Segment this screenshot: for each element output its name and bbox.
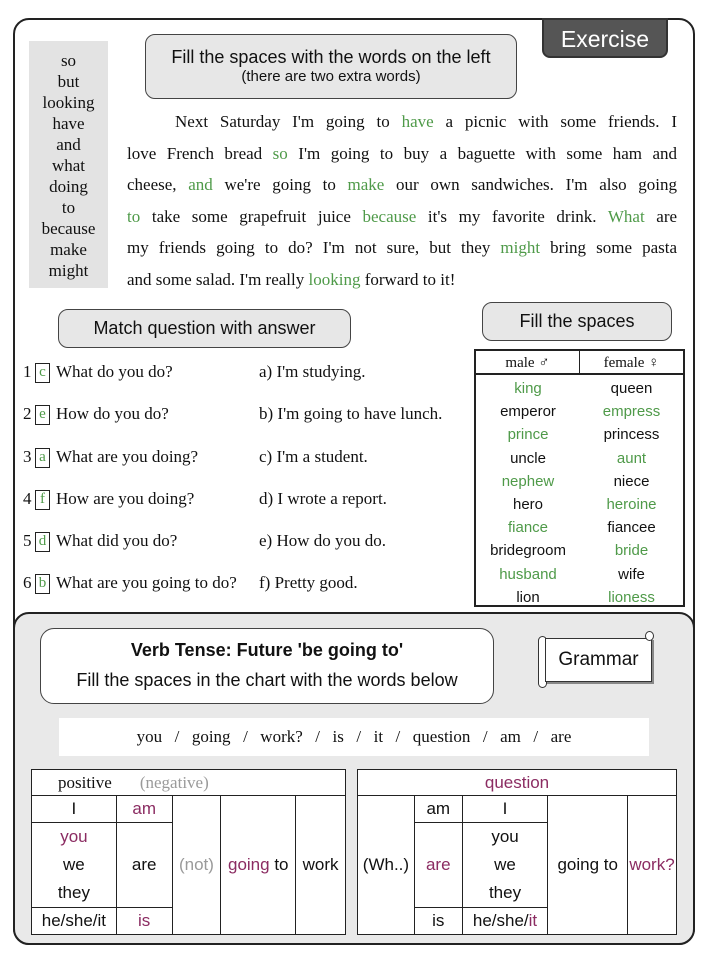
paragraph-line: my friends going to do? I'm not sure, but they might bring some pasta: [127, 238, 678, 257]
gender-row: [476, 539, 683, 562]
word-separator: /: [230, 727, 261, 746]
question-text: What do you do?: [56, 362, 173, 381]
question-text: What are you doing?: [56, 447, 199, 466]
word-bank-item: might: [48, 261, 89, 280]
paragraph-line: to take some grapefruit juice because it's my favorite drink. What are: [127, 206, 678, 226]
gender-row: [476, 516, 683, 539]
pronoun-we: we: [63, 855, 85, 874]
word-separator: /: [383, 727, 413, 746]
q-going-to: going to: [548, 796, 628, 935]
female-word: niece: [613, 472, 650, 490]
q-work: work?: [628, 796, 677, 935]
positive-negative-table: [31, 769, 346, 935]
gender-table-header: [476, 351, 683, 375]
negative-label: (negative): [139, 772, 209, 792]
exercise-badge: Exercise: [542, 18, 668, 58]
paragraph-line: love French bread so I'm going to buy a baguette with some ham and: [127, 143, 678, 163]
pronoun-you: you: [60, 827, 88, 846]
grammar-word: am: [500, 727, 521, 746]
word-bank-item: doing: [49, 177, 88, 196]
male-word: lion: [516, 588, 540, 606]
male-word: hero: [512, 496, 544, 513]
word-separator: /: [162, 727, 192, 746]
word-separator: /: [302, 727, 333, 746]
wh-cell: (Wh..): [358, 796, 415, 935]
grammar-word: you: [136, 727, 163, 746]
q-verb-are: are: [414, 823, 462, 908]
q-pronoun-you: you: [491, 827, 519, 846]
verb-are: are: [116, 823, 172, 908]
question-text: What did you do?: [56, 531, 178, 550]
q-pronoun-i: I: [462, 796, 548, 823]
word-bank-item: but: [57, 72, 80, 91]
answer-box[interactable]: d: [35, 532, 50, 552]
scroll-curl-icon: [645, 631, 654, 641]
grammar-word: is: [332, 727, 344, 746]
male-word: king: [514, 380, 542, 397]
instruction-line-1: Fill the spaces with the words on the left: [171, 47, 491, 67]
word-bank-item: make: [50, 240, 87, 259]
gender-row: [476, 377, 683, 400]
answer-option: b) I'm going to have lunch.: [259, 404, 443, 423]
verb-is: is: [116, 908, 172, 935]
grammar-word-bank: [59, 718, 649, 756]
answer-option: a) I'm studying.: [259, 362, 366, 381]
word-bank-item: and: [56, 135, 81, 154]
verb-tense-box: [40, 628, 494, 704]
to-word: to: [269, 855, 289, 874]
gender-row: [476, 423, 683, 446]
word-bank-item: so: [60, 51, 77, 70]
filled-word: and: [188, 175, 213, 194]
q-verb-am: am: [414, 796, 462, 823]
word-bank-item: have: [52, 114, 85, 133]
male-word: prince: [507, 426, 549, 444]
gender-row: [476, 447, 683, 470]
q-verb-is: is: [414, 908, 462, 935]
male-word: nephew: [501, 472, 555, 490]
going-to-cell: [221, 796, 296, 935]
gender-row: [476, 400, 683, 423]
verb-tense-subtitle: Fill the spaces in the chart with the words below: [76, 670, 458, 690]
instruction-line-2: (there are two extra words): [241, 68, 421, 85]
female-word: wife: [618, 565, 645, 583]
pronoun-i: I: [32, 796, 117, 823]
filled-word: looking: [308, 269, 361, 289]
grammar-word: question: [412, 727, 471, 746]
question-table: [357, 769, 677, 935]
word-separator: /: [520, 727, 551, 746]
grammar-word: going: [191, 727, 231, 746]
question-number: 4: [23, 489, 32, 508]
answer-option: e) How do you do.: [259, 531, 387, 550]
male-word: emperor: [500, 403, 556, 421]
gender-row: [476, 563, 683, 586]
filled-word: so: [272, 143, 288, 163]
instruction-box: [145, 34, 517, 99]
question-number: 5: [23, 531, 32, 550]
male-header: male ♂: [476, 351, 580, 373]
work-cell: work: [296, 796, 346, 935]
male-word: uncle: [510, 449, 546, 467]
filled-word: because: [362, 206, 417, 226]
word-bank-item: because: [41, 219, 96, 238]
answer-option: c) I'm a student.: [259, 447, 368, 466]
word-bank: [29, 41, 108, 288]
filled-word: What: [607, 206, 645, 226]
female-word: aunt: [616, 449, 647, 467]
word-bank-item: to: [61, 198, 76, 217]
question-text: How do you do?: [56, 404, 169, 423]
pronoun-he-she-it: he/she/it: [32, 908, 117, 935]
grammar-word: it: [373, 727, 384, 746]
question-number: 1: [23, 362, 32, 381]
male-word: fiance: [507, 519, 549, 537]
fill-title: Fill the spaces: [482, 302, 672, 341]
female-word: heroine: [606, 496, 657, 513]
positive-label: positive: [58, 772, 112, 792]
female-word: bride: [614, 542, 649, 560]
answer-box[interactable]: e: [35, 405, 50, 425]
grammar-word: are: [550, 727, 572, 746]
answer-option: f) Pretty good.: [259, 573, 358, 592]
answer-box[interactable]: a: [35, 448, 50, 468]
word-separator: /: [470, 727, 501, 746]
gender-row: [476, 586, 683, 609]
answer-box[interactable]: b: [35, 574, 50, 594]
male-word: husband: [499, 565, 557, 583]
answer-box[interactable]: c: [35, 363, 50, 383]
pronoun-they: they: [57, 883, 90, 902]
gender-row: [476, 470, 683, 493]
q-pronoun-they: they: [488, 883, 522, 902]
female-word: empress: [602, 403, 661, 421]
question-text: What are you going to do?: [56, 573, 237, 592]
question-text: How are you doing?: [56, 489, 195, 508]
word-separator: /: [343, 727, 374, 746]
question-number: 2: [23, 404, 32, 423]
question-number: 3: [23, 447, 32, 466]
male-word: bridegroom: [490, 542, 566, 560]
question-header: question: [358, 770, 677, 796]
q-it-word: it: [528, 911, 538, 930]
grammar-tag: Grammar: [545, 638, 652, 682]
not-cell: (not): [172, 796, 221, 935]
female-word: princess: [603, 426, 660, 444]
answer-option: d) I wrote a report.: [259, 489, 387, 508]
filled-word: to: [127, 206, 141, 226]
word-bank-item: looking: [42, 93, 95, 112]
female-header: female ♀: [603, 355, 660, 371]
q-plural-pronouns: [462, 823, 548, 908]
paragraph-line: cheese, and we're going to make our own sandwiches. I'm also going: [127, 175, 677, 194]
verb-am: am: [116, 796, 172, 823]
female-word: queen: [610, 380, 653, 397]
paragraph-line: Next Saturday I'm going to have a picnic with some friends. I: [175, 112, 678, 131]
gender-table: [474, 349, 685, 607]
filled-word: might: [500, 238, 541, 257]
q-pronoun-we: we: [494, 855, 516, 874]
gender-row: [476, 493, 683, 516]
word-bank-item: what: [51, 156, 86, 175]
female-word: lioness: [608, 588, 655, 606]
positive-negative-header: [32, 770, 346, 796]
female-word: fiancee: [607, 519, 656, 537]
plural-pronouns: [32, 823, 117, 908]
paragraph-line: and some salad. I'm really looking forward to it!: [127, 269, 456, 289]
filled-word: have: [401, 112, 434, 131]
q-pronoun-he-she-it: he/she/it: [462, 908, 548, 935]
grammar-word: work?: [260, 727, 303, 746]
filled-word: make: [347, 175, 385, 194]
going-word: going: [227, 855, 270, 874]
question-number: 6: [23, 573, 32, 592]
answer-box[interactable]: f: [35, 490, 50, 510]
match-title: Match question with answer: [58, 309, 351, 348]
cloze-paragraph: [127, 106, 677, 295]
verb-tense-title: Verb Tense: Future 'be going to': [130, 640, 404, 660]
